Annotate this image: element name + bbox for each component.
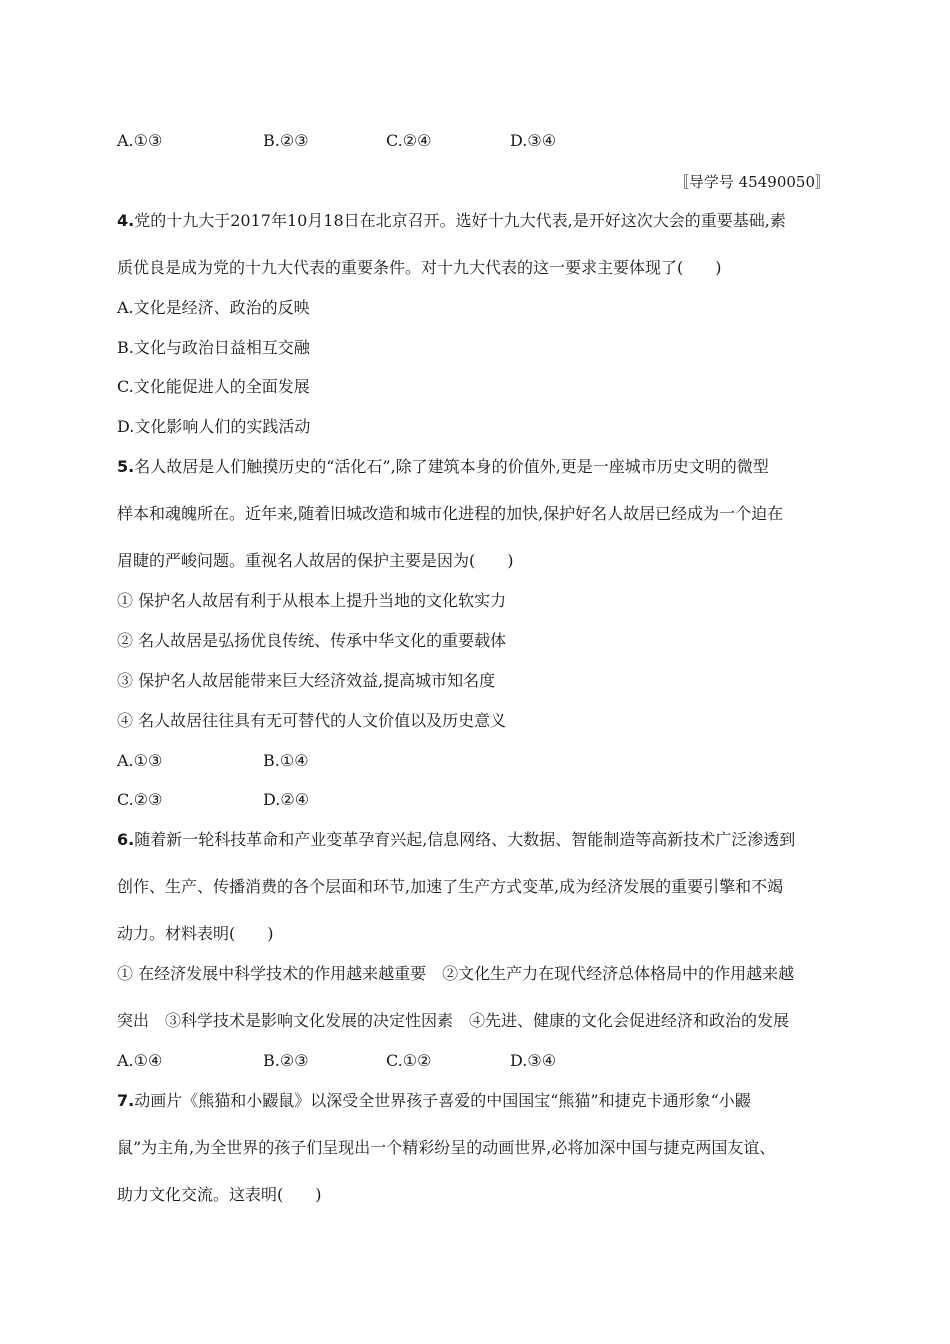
- q5-option-a: A.①③: [117, 751, 163, 770]
- q5-line-1: [117, 457, 769, 477]
- q7-line-2: 鼠”为主角,为全世界的孩子们呈现出一个精彩纷呈的动画世界,必将加深中国与捷克两国友谊、: [117, 1138, 776, 1157]
- q5-option-b: B.①④: [263, 751, 309, 770]
- q6-option-c: C.①②: [386, 1051, 432, 1070]
- q4-text-1: 党的十九大于2017年10月18日在北京召开。选好十九大代表,是开好这次大会的重要基础,素: [134, 211, 786, 230]
- q4-line-1: [117, 211, 786, 231]
- q3-option-a: A.①③: [117, 131, 163, 150]
- q6-option-d: D.③④: [510, 1051, 557, 1070]
- q6-items-line-2: 突出 ③科学技术是影响文化发展的决定性因素 ④先进、健康的文化会促进经济和政治的发展: [117, 1011, 790, 1030]
- q7-line-3: 助力文化交流。这表明( ): [117, 1185, 322, 1204]
- q7-text-1: 动画片《熊猫和小鼹鼠》以深受全世界孩子喜爱的中国国宝“熊猫”和捷克卡通形象“小鼹: [134, 1091, 751, 1110]
- q6-items-line-1: ① 在经济发展中科学技术的作用越来越重要 ②文化生产力在现代经济总体格局中的作用越来越: [117, 964, 795, 983]
- q4-number: 4.: [117, 211, 135, 230]
- q4-option-b: B.文化与政治日益相互交融: [117, 338, 310, 357]
- guide-number: 〚导学号 45490050〛: [673, 173, 830, 191]
- q6-option-a: A.①④: [117, 1051, 163, 1070]
- q5-item-4: ④ 名人故居往往具有无可替代的人文价值以及历史意义: [117, 711, 507, 730]
- q6-line-3: 动力。材料表明( ): [117, 924, 274, 943]
- q4-option-c: C.文化能促进人的全面发展: [117, 377, 310, 396]
- q6-option-b: B.②③: [263, 1051, 309, 1070]
- q7-line-1: [117, 1091, 751, 1111]
- q4-option-a: A.文化是经济、政治的反映: [117, 298, 310, 317]
- q6-line-1: [117, 830, 795, 850]
- q5-line-2: 样本和魂魄所在。近年来,随着旧城改造和城市化进程的加快,保护好名人故居已经成为一个迫在: [117, 504, 784, 523]
- q4-option-d: D.文化影响人们的实践活动: [117, 417, 311, 436]
- q7-number: 7.: [117, 1091, 135, 1110]
- q5-line-3: 眉睫的严峻问题。重视名人故居的保护主要是因为( ): [117, 551, 514, 570]
- q6-number: 6.: [117, 830, 135, 849]
- q3-option-b: B.②③: [263, 131, 309, 150]
- q5-item-1: ① 保护名人故居有利于从根本上提升当地的文化软实力: [117, 591, 507, 610]
- q5-text-1: 名人故居是人们触摸历史的“活化石”,除了建筑本身的价值外,更是一座城市历史文明的微型: [134, 457, 769, 476]
- q6-text-1: 随着新一轮科技革命和产业变革孕育兴起,信息网络、大数据、智能制造等高新技术广泛渗透到: [134, 830, 796, 849]
- q3-option-d: D.③④: [510, 131, 557, 150]
- q6-line-2: 创作、生产、传播消费的各个层面和环节,加速了生产方式变革,成为经济发展的重要引擎和不竭: [117, 877, 784, 896]
- q4-line-2: 质优良是成为党的十九大代表的重要条件。对十九大代表的这一要求主要体现了( ): [117, 258, 722, 277]
- q5-number: 5.: [117, 457, 135, 476]
- q3-option-c: C.②④: [386, 131, 432, 150]
- q5-option-d: D.②④: [263, 790, 310, 809]
- q5-item-3: ③ 保护名人故居能带来巨大经济效益,提高城市知名度: [117, 671, 496, 690]
- q5-option-c: C.②③: [117, 790, 163, 809]
- q5-item-2: ② 名人故居是弘扬优良传统、传承中华文化的重要载体: [117, 631, 507, 650]
